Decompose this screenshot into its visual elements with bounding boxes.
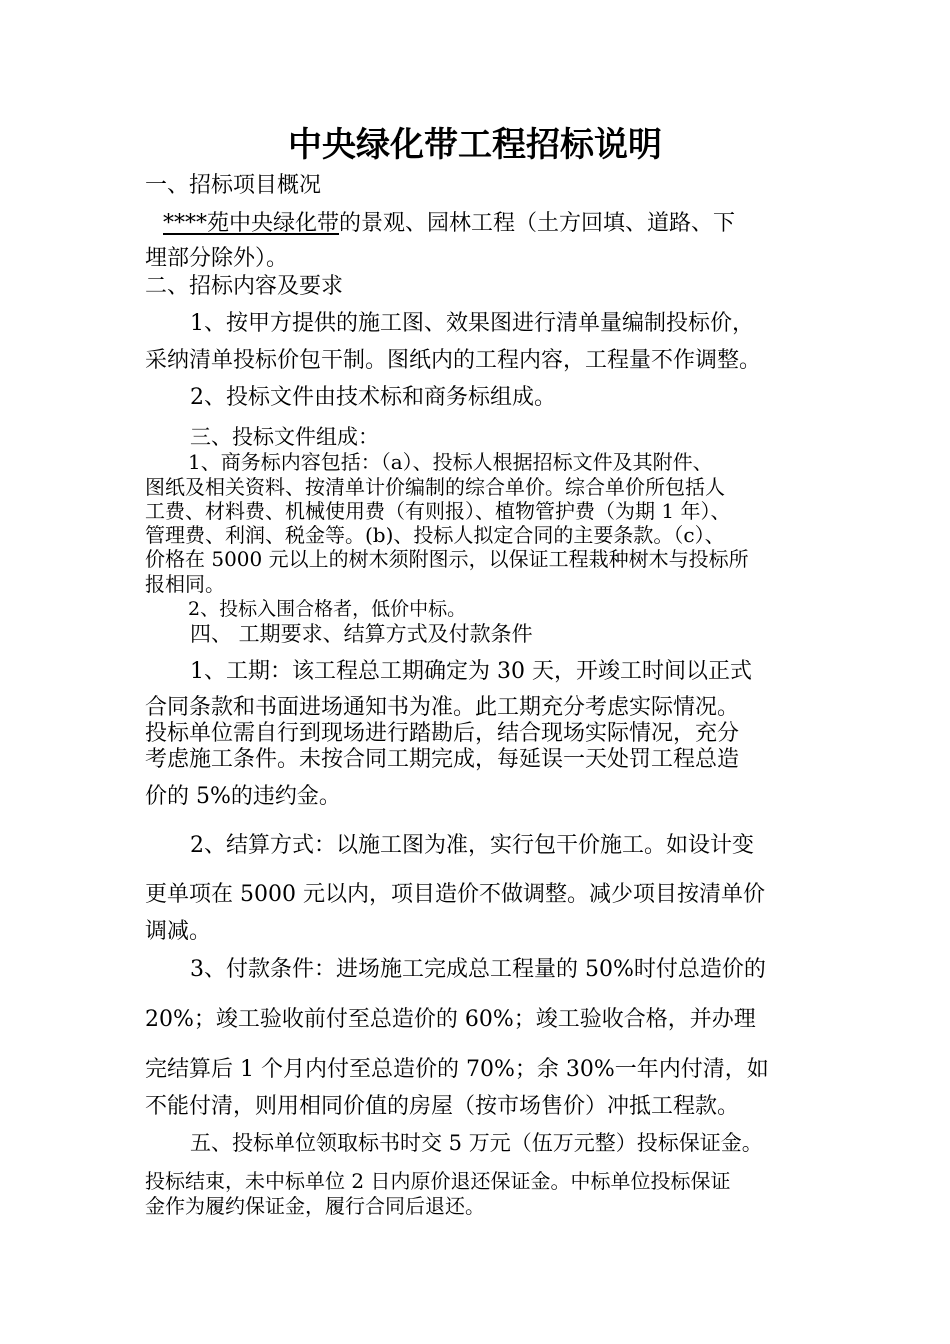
section-3-item-1-line-2: 图纸及相关资料、按清单计价编制的综合单价。综合单价所包括人	[145, 475, 725, 499]
section-1-paragraph-line-1	[163, 213, 735, 235]
section-2-item-2: 2、投标文件由技术标和商务标组成。	[190, 385, 556, 410]
document-title: 中央绿化带工程招标说明	[288, 125, 662, 165]
section-4-item-1-line-3: 投标单位需自行到现场进行踏勘后，结合现场实际情况，充分	[145, 721, 740, 746]
section-4-item-3-line-2: 20%；竣工验收前付至总造价的 60%；竣工验收合格，并办理	[145, 1007, 756, 1032]
section-3-item-1-line-5: 价格在 5000 元以上的树木须附图示，以保证工程栽种树木与投标所	[145, 547, 749, 571]
section-3-item-2: 2、投标入围合格者，低价中标。	[188, 598, 467, 620]
section-4-heading: 四、 工期要求、结算方式及付款条件	[190, 622, 533, 646]
project-name-underlined: ****苑中央绿化带	[163, 211, 340, 236]
section-3-item-1-line-1: 1、商务标内容包括：（a）、投标人根据招标文件及其附件、	[188, 450, 713, 474]
section-4-item-1-line-4: 考虑施工条件。未按合同工期完成，每延误一天处罚工程总造	[145, 747, 740, 772]
section-4-item-1-line-2: 合同条款和书面进场通知书为准。此工期充分考虑实际情况。	[145, 695, 740, 720]
section-4-item-3-line-4: 不能付清，则用相同价值的房屋（按市场售价）冲抵工程款。	[145, 1094, 740, 1119]
section-2-heading: 二、招标内容及要求	[145, 274, 344, 299]
section-4-item-2-line-2: 更单项在 5000 元以内，项目造价不做调整。减少项目按清单价	[145, 882, 765, 907]
section-2-item-1-line-2: 采纳清单投标价包干制。图纸内的工程内容，工程量不作调整。	[145, 348, 762, 373]
section-5-paragraph-line-1: 投标结束，未中标单位 2 日内原价退还保证金。中标单位投标保证	[145, 1169, 731, 1193]
section-3-item-1-line-6: 报相同。	[145, 572, 225, 596]
section-5-paragraph-line-2: 金作为履约保证金，履行合同后退还。	[145, 1194, 485, 1218]
project-scope-text: 的景观、园林工程（土方回填、道路、下	[339, 211, 736, 236]
section-4-item-2-line-1: 2、结算方式：以施工图为准，实行包干价施工。如设计变	[190, 833, 754, 858]
section-2-item-1-line-1: 1、按甲方提供的施工图、效果图进行清单量编制投标价，	[190, 311, 754, 336]
section-4-item-1-line-5: 价的 5%的违约金。	[145, 784, 341, 809]
section-1-paragraph-line-2: 埋部分除外）。	[145, 246, 289, 271]
section-5-heading: 五、投标单位领取标书时交 5 万元（伍万元整）投标保证金。	[190, 1131, 763, 1155]
section-4-item-3-line-1: 3、付款条件：进场施工完成总工程量的 50%时付总造价的	[190, 957, 766, 982]
section-3-heading: 三、投标文件组成：	[190, 425, 379, 449]
section-4-item-2-line-3: 调减。	[145, 919, 212, 944]
section-3-item-1-line-4: 管理费、利润、税金等。(b)、投标人拟定合同的主要条款。（c）、	[145, 523, 725, 547]
section-4-item-3-line-3: 完结算后 1 个月内付至总造价的 70%；余 30%一年内付清，如	[145, 1057, 769, 1082]
section-1-heading: 一、招标项目概况	[145, 173, 322, 198]
section-3-item-1-line-3: 工费、材料费、机械使用费（有则报）、植物管护费（为期 1 年）、	[145, 499, 731, 523]
section-4-item-1-line-1: 1、工期：该工程总工期确定为 30 天，开竣工时间以正式	[190, 659, 752, 684]
